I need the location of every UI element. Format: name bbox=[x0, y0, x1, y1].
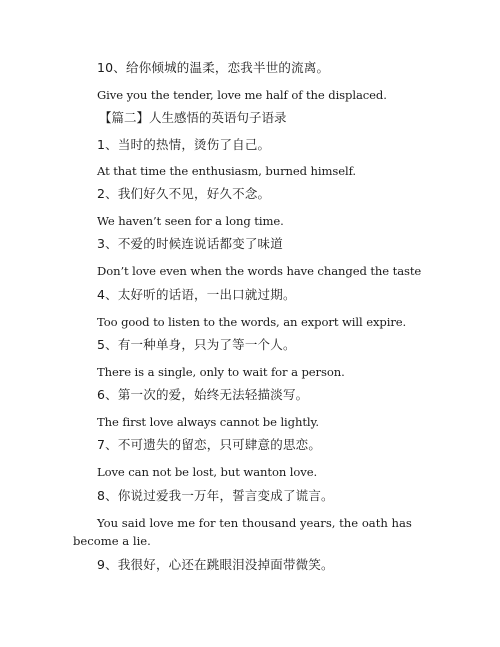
chinese-sentence-4: 4、太好听的话语，一出口就过期。 bbox=[97, 287, 296, 302]
chinese-sentence-10: 10、给你倾城的温柔，恋我半世的流离。 bbox=[97, 60, 330, 75]
english-sentence-8: You said love me for ten thousand years, the oath has become a lie. bbox=[73, 516, 412, 548]
chinese-sentence-5: 5、有一种单身，只为了等一个人。 bbox=[97, 337, 296, 352]
chinese-sentence-9: 9、我很好，心还在跳眼泪没掉面带微笑。 bbox=[97, 557, 334, 572]
chinese-sentence-1: 1、当时的热情，烫伤了自己。 bbox=[97, 137, 271, 152]
chinese-sentence-6: 6、第一次的爱，始终无法轻描淡写。 bbox=[97, 387, 309, 402]
english-sentence-2: We haven’t seen for a long time. bbox=[97, 214, 284, 228]
chinese-sentence-7: 7、不可遗失的留恋，只可肆意的思恋。 bbox=[97, 437, 322, 452]
section-heading: 【篇二】人生感悟的英语句子语录 bbox=[99, 110, 287, 125]
english-sentence-6: The first love always cannot be lightly. bbox=[97, 415, 320, 429]
chinese-sentence-8: 8、你说过爱我一万年，誓言变成了谎言。 bbox=[97, 488, 334, 503]
english-sentence-1: At that time the enthusiasm, burned himself. bbox=[97, 164, 356, 178]
english-sentence-4: Too good to listen to the words, an export will expire. bbox=[97, 315, 407, 329]
english-sentence-10: Give you the tender, love me half of the displaced. bbox=[97, 88, 387, 102]
english-sentence-3: Don’t love even when the words have changed the taste bbox=[97, 264, 422, 278]
english-sentence-5: There is a single, only to wait for a person. bbox=[97, 365, 345, 379]
chinese-sentence-2: 2、我们好久不见，好久不念。 bbox=[97, 186, 271, 201]
chinese-sentence-3: 3、不爱的时候连说话都变了味道 bbox=[97, 236, 283, 251]
english-sentence-7: Love can not be lost, but wanton love. bbox=[97, 465, 318, 479]
